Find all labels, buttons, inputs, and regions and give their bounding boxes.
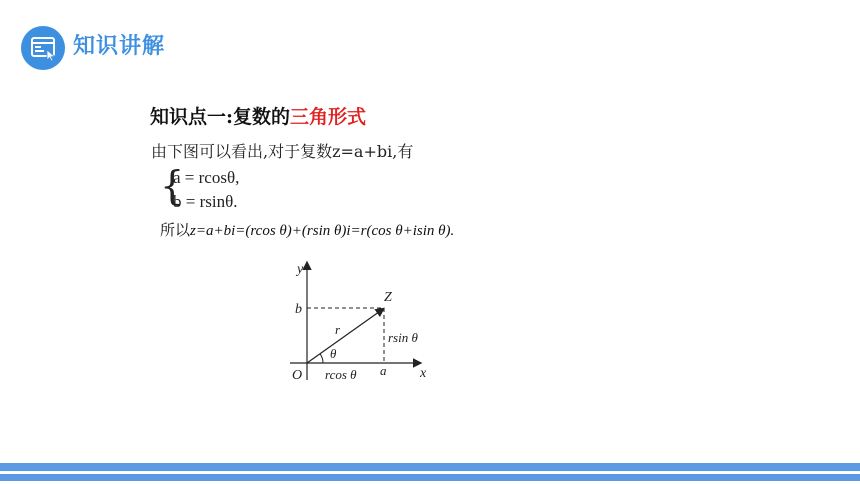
rcos-label: rcos θ (325, 367, 357, 382)
a-label: a (380, 363, 387, 378)
browser-window-cursor-icon (21, 26, 65, 70)
point-z-label: Z (384, 290, 392, 305)
header-icon (21, 26, 65, 70)
angle-arc (320, 354, 323, 363)
y-axis-label: y (297, 262, 304, 277)
x-axis-label: x (420, 366, 427, 381)
r-label: r (335, 322, 341, 337)
theta-label: θ (330, 346, 337, 361)
vector-r (307, 309, 383, 363)
summary-prefix: 所以 (160, 223, 191, 239)
equation-a: a = rcosθ, (173, 168, 240, 187)
b-label: b (295, 302, 302, 317)
knowledge-point-title (150, 104, 366, 130)
footer-stripe-bottom (0, 474, 860, 481)
equation-brace: { (160, 162, 185, 210)
equation-b: b = rsinθ. (173, 192, 238, 211)
summary-formula (160, 221, 454, 241)
knowledge-point-title-highlight: 三角形式 (290, 106, 367, 128)
complex-plane-diagram (280, 255, 450, 390)
origin-label: O (292, 368, 303, 383)
footer-stripe-top (0, 463, 860, 471)
knowledge-point-title-prefix: 知识点一:复数的 (150, 106, 291, 128)
rsin-label: rsin θ (388, 330, 418, 345)
intro-text: 由下图可以看出,对于复数z=a+bi,有 (151, 142, 414, 161)
summary-formula-text: z=a+bi=(rcos θ)+(rsin θ)i=r(cos θ+isin θ). (190, 223, 455, 239)
page-title: 知识讲解 (73, 34, 166, 59)
